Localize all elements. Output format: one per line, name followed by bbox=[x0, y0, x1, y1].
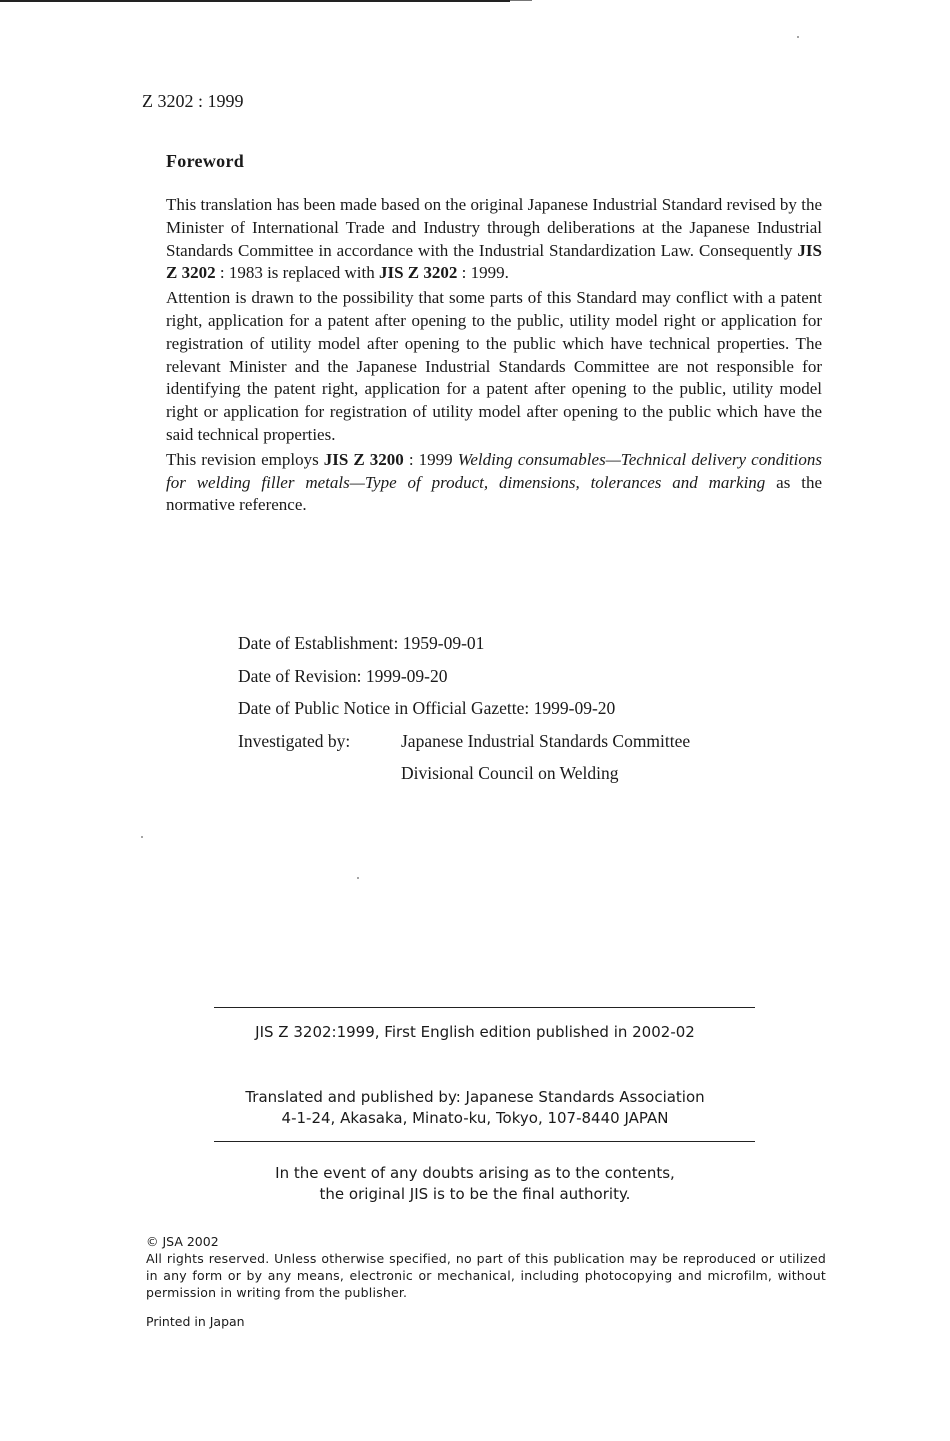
scan-speck bbox=[357, 877, 359, 879]
foreword-body bbox=[166, 194, 822, 519]
dates-block bbox=[238, 630, 690, 793]
investigated-council bbox=[238, 760, 690, 793]
publisher-line: Translated and published by: Japanese Standards Association bbox=[245, 1088, 705, 1106]
scan-speck bbox=[141, 836, 143, 838]
investigated-council-text: Divisional Council on Welding bbox=[401, 763, 619, 784]
std-ref: JIS Z 3200 bbox=[323, 449, 404, 469]
top-rule-tail bbox=[510, 0, 532, 1]
std-old: JIS Z 3202 bbox=[166, 240, 822, 283]
authority-note bbox=[0, 1163, 950, 1205]
p3-end: as the normative reference. bbox=[166, 472, 822, 515]
paragraph-revision bbox=[166, 194, 822, 285]
publisher-address: 4-1-24, Akasaka, Minato-ku, Tokyo, 107-8440 JAPAN bbox=[281, 1109, 669, 1127]
copyright-line: © JSA 2002 bbox=[146, 1234, 219, 1249]
paragraph-normative-reference bbox=[166, 449, 822, 517]
authority-line-2: the original JIS is to be the final authority. bbox=[319, 1185, 631, 1203]
date-establishment: Date of Establishment: 1959-09-01 bbox=[238, 633, 485, 653]
foreword-heading: Foreword bbox=[166, 151, 245, 171]
edition-line: JIS Z 3202:1999, First English edition published in 2002-02 bbox=[255, 1023, 695, 1041]
p3-start: This revision employs bbox=[166, 449, 324, 469]
scan-speck bbox=[797, 36, 799, 38]
paragraph-patent: Attention is drawn to the possibility that some parts of this Standard may conflict with a patent right, application for a patent after opening to the public, utility model right or application for registration of utility model after opening to the public which have technical properties. The relevant Minister and the Japanese Industrial Standards Committee are not responsible for identifying the patent right, application for a patent after opening to the public, utility model right or application for registration of utility model after opening to the public which have the said technical properties. bbox=[166, 288, 822, 444]
date-public-notice: Date of Public Notice in Official Gazette: 1999-09-20 bbox=[238, 698, 616, 719]
investigated-by bbox=[238, 728, 690, 761]
rights-notice: All rights reserved. Unless otherwise specified, no part of this publication may be reproduced or utilized in any form or by any means, electronic or mechanical, including photocopying and microfilm, without permission in writing from the publisher. bbox=[146, 1251, 826, 1300]
investigated-label: Investigated by: bbox=[238, 730, 351, 751]
divider-rule bbox=[214, 1141, 755, 1142]
printed-in: Printed in Japan bbox=[146, 1314, 245, 1329]
authority-line-1: In the event of any doubts arising as to the contents, bbox=[275, 1164, 675, 1182]
top-rule bbox=[0, 0, 510, 2]
p3-year: : 1999 bbox=[403, 449, 458, 469]
divider-rule bbox=[214, 1007, 755, 1008]
copyright-block bbox=[146, 1233, 826, 1301]
std-new: JIS Z 3202 bbox=[378, 263, 458, 283]
publisher-block bbox=[0, 1087, 950, 1129]
date-revision: Date of Revision: 1999-09-20 bbox=[238, 665, 448, 686]
ref-title: Welding consumables—Technical delivery conditions for welding filler metals—Type of product, dimensions, tolerances and marking bbox=[166, 449, 822, 492]
p1-mid: : 1983 is replaced with bbox=[215, 263, 379, 283]
document-id: Z 3202 : 1999 bbox=[142, 91, 244, 111]
investigated-committee: Japanese Industrial Standards Committee bbox=[401, 730, 691, 751]
p1-end: : 1999. bbox=[457, 263, 509, 283]
p1-text: This translation has been made based on the original Japanese Industrial Standard revised by the Minister of International Trade and Industry through deliberations at the Japanese Industrial Standards Committee in accordance with the Industrial Standardization Law. Consequently bbox=[166, 195, 822, 260]
